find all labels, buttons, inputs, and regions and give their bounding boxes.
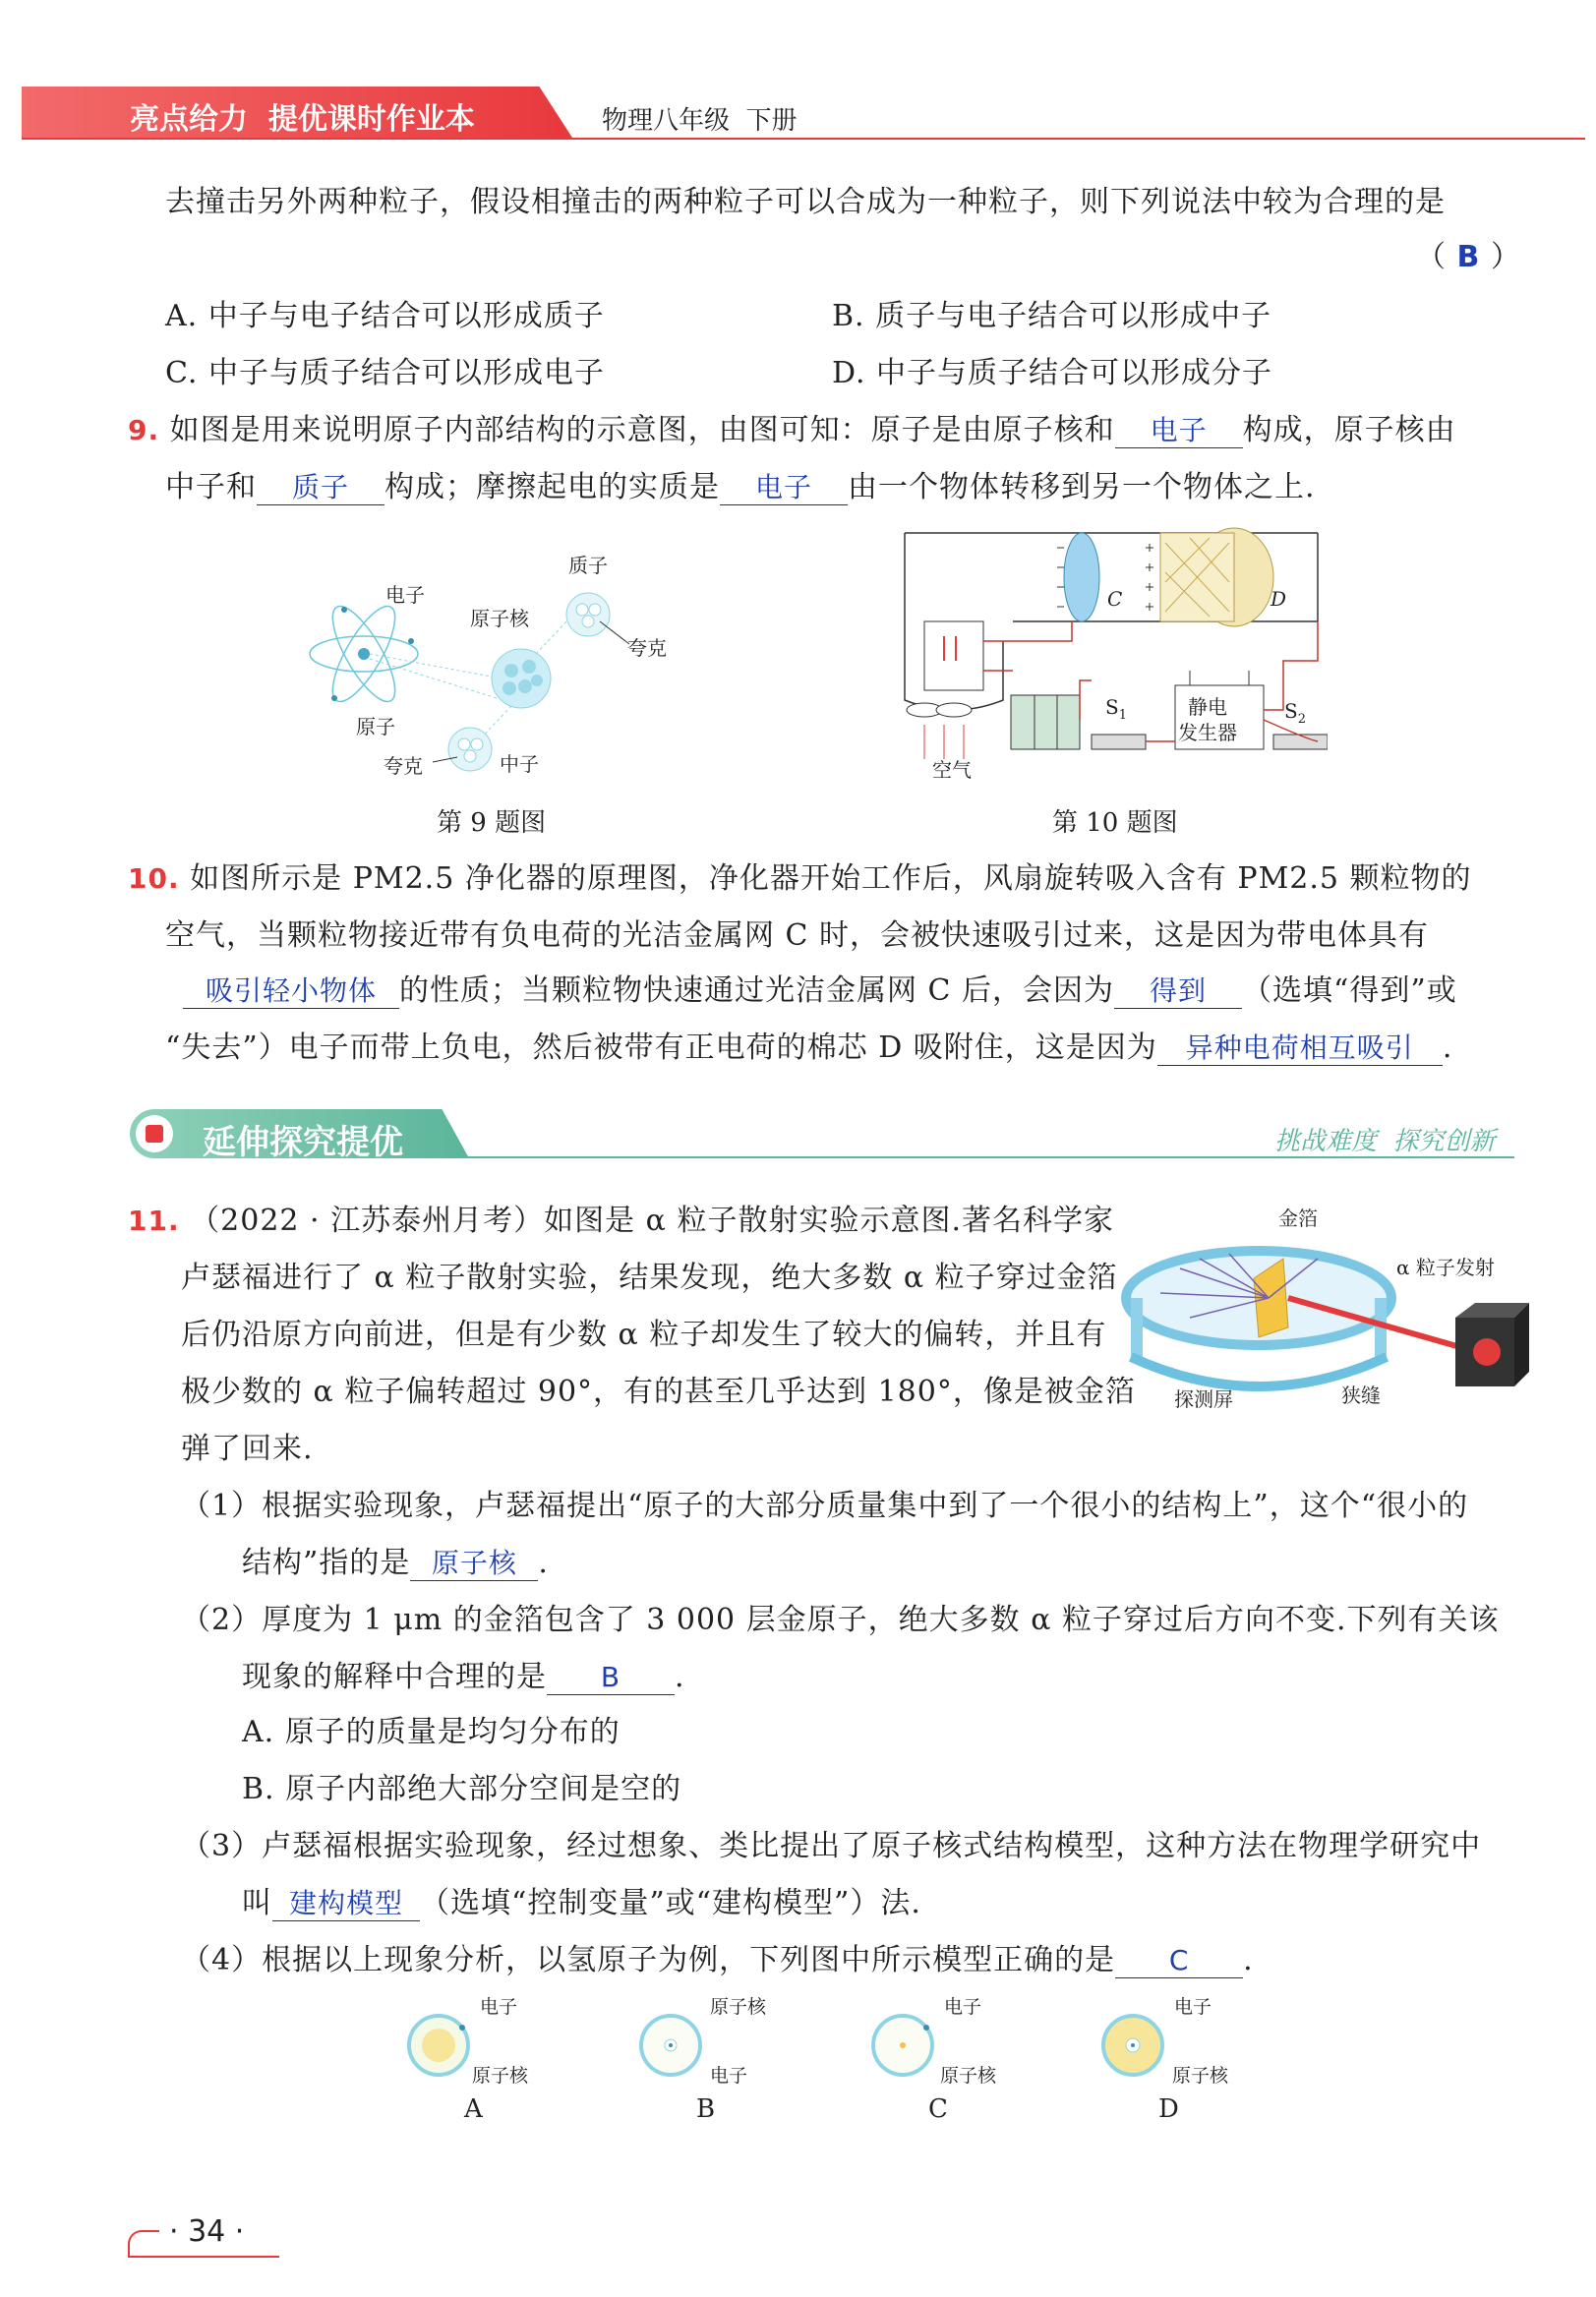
- model-c-bottom: 原子核: [940, 2065, 997, 2087]
- model-c-diagram: [867, 2006, 946, 2085]
- model-b-diagram: [635, 2006, 714, 2085]
- q10-line2: 空气，当颗粒物接近带有负电荷的光洁金属网 C 时，会被快速吸引过来，这是因为带电体具有: [165, 918, 1430, 953]
- model-b-bottom: 电子: [710, 2065, 748, 2087]
- q10-line4: [165, 1029, 1452, 1068]
- fig11-label-screen: 探测屏: [1174, 1387, 1233, 1411]
- q10-number: 10.: [128, 862, 180, 895]
- fig11-label-slit: 狭缝: [1341, 1384, 1381, 1407]
- q11-p4-answer: C: [1115, 1944, 1243, 1978]
- q11-text1: （2022 · 江苏泰州月考）如图是 α 粒子散射实验示意图.著名科学家: [190, 1204, 1114, 1238]
- q10-text1: 如图所示是 PM2.5 净化器的原理图，净化器开始工作后，风扇旋转吸入含有 PM2.5 颗粒物的: [190, 861, 1472, 896]
- model-d-top: 电子: [1174, 1996, 1212, 2018]
- q8-stem-tail: 去撞击另外两种粒子，假设相撞击的两种粒子可以合成为一种粒子，则下列说法中较为合理的是: [165, 185, 1446, 219]
- q11-p2-period: .: [675, 1660, 685, 1694]
- q11-p4-text: （4）根据以上现象分析，以氢原子为例，下列图中所示模型正确的是: [181, 1943, 1116, 1977]
- model-b-letter: B: [696, 2094, 716, 2124]
- q9-text4: 构成；摩擦起电的实质是: [384, 470, 720, 504]
- q11-line2: 卢瑟福进行了 α 粒子散射实验，结果发现，绝大多数 α 粒子穿过金箔: [181, 1261, 1118, 1295]
- q11-p3-answer: 建构模型: [272, 1887, 420, 1921]
- q9-text3: 中子和: [165, 470, 257, 504]
- q11-line3: 后仍沿原方向前进，但是有少数 α 粒子却发生了较大的偏转，并且有: [181, 1318, 1107, 1352]
- model-a-top: 电子: [480, 1996, 518, 2018]
- model-a-bottom: 原子核: [472, 2065, 529, 2087]
- q9-answer1: 电子: [1115, 414, 1243, 448]
- header-brand: 亮点给力 提优课时作业本: [130, 102, 475, 137]
- model-a: [403, 1996, 580, 2134]
- q10-line1: [128, 859, 1472, 899]
- fig9-label-atom: 原子: [356, 715, 395, 738]
- q8-option-b: B. 质子与电子结合可以形成中子: [832, 299, 1272, 333]
- model-b-top: 原子核: [710, 1996, 767, 2018]
- q8-option-c: C. 中子与质子结合可以形成电子: [165, 356, 605, 390]
- fig11-label-source: α 粒子发射: [1396, 1256, 1495, 1279]
- model-c: [867, 1996, 1044, 2134]
- q11-p2-line1: （2）厚度为 1 μm 的金箔包含了 3 000 层金原子，绝大多数 α 粒子穿过后方向不变.下列有关该: [181, 1603, 1500, 1637]
- q11-p1-period: .: [538, 1546, 549, 1580]
- q11-line5: 弹了回来.: [181, 1432, 314, 1466]
- alpha-scattering-figure: [1121, 1219, 1534, 1416]
- q10-text3b: （选填“得到”或: [1242, 973, 1457, 1008]
- fig10-s2-sub: 2: [1297, 712, 1306, 727]
- fig9-label-nucleus: 原子核: [470, 607, 529, 630]
- q10-answer2: 得到: [1114, 974, 1242, 1009]
- fig9-label-quark1: 夸克: [627, 636, 667, 660]
- q11-p1-line1: （1）根据实验现象，卢瑟福提出“原子的大部分质量集中到了一个很小的结构上”，这个“很小的: [181, 1489, 1469, 1523]
- atom-structure-figure: [305, 551, 698, 787]
- fig9-caption: 第 9 题图: [437, 808, 547, 838]
- q10-line3: [183, 972, 1457, 1011]
- fig9-label-electron: 电子: [385, 583, 425, 607]
- q8-answer: B: [1456, 240, 1481, 274]
- footer-curl: [128, 2230, 159, 2258]
- q11-p3-line1: （3）卢瑟福根据实验现象，经过想象、类比提出了原子核式结构模型，这种方法在物理学研究中: [181, 1829, 1482, 1863]
- fig10-label-d: D: [1271, 587, 1287, 611]
- model-d: [1097, 1996, 1274, 2134]
- q11-p2-option-a: A. 原子的质量是均匀分布的: [242, 1715, 621, 1749]
- section-right-text: 挑战难度 探究创新: [1274, 1127, 1496, 1156]
- section-icon: [136, 1115, 173, 1152]
- fig10-s2-letter: S: [1284, 699, 1298, 723]
- model-b: [635, 1996, 812, 2134]
- q8-answer-bracket: （ B ）: [1416, 240, 1521, 274]
- q10-answer1: 吸引轻小物体: [183, 974, 399, 1009]
- fig10-s1-sub: 1: [1118, 708, 1127, 723]
- fig10-label-generator2: 发生器: [1178, 721, 1237, 744]
- fig11-label-foil: 金箔: [1278, 1207, 1318, 1230]
- model-d-letter: D: [1158, 2094, 1179, 2124]
- q11-p3-line2: [242, 1884, 921, 1923]
- fig10-label-s1: [1105, 696, 1127, 727]
- fig10-label-generator1: 静电: [1188, 695, 1227, 719]
- fig9-label-quark2: 夸克: [384, 754, 423, 778]
- q11-p1-answer: 原子核: [410, 1547, 538, 1581]
- q8-option-a: A. 中子与电子结合可以形成质子: [165, 299, 605, 333]
- header-subject: 物理八年级 下册: [602, 106, 798, 136]
- fig10-s1-letter: S: [1105, 695, 1119, 719]
- fig10-label-c: C: [1107, 587, 1123, 611]
- page-number: · 34 ·: [169, 2214, 245, 2249]
- q10-text4b: .: [1442, 1031, 1453, 1065]
- q10-text4a: “失去”）电子而带上负电，然后被带有正电荷的棉芯 D 吸附住，这是因为: [165, 1031, 1157, 1065]
- q11-p1-line2: [242, 1544, 549, 1583]
- q10-answer3: 异种电荷相互吸引: [1157, 1031, 1443, 1066]
- q11-line4: 极少数的 α 粒子偏转超过 90°，有的甚至几乎达到 180°，像是被金箔: [181, 1375, 1136, 1409]
- q9-text2: 构成，原子核由: [1242, 413, 1456, 447]
- model-a-letter: A: [464, 2094, 483, 2124]
- q11-p3-tail: （选填“控制变量”或“建构模型”）法.: [420, 1886, 921, 1920]
- model-a-diagram: [403, 2006, 482, 2085]
- q11-p2-answer: B: [547, 1661, 675, 1695]
- model-c-top: 电子: [944, 1996, 982, 2018]
- model-d-bottom: 原子核: [1172, 2065, 1229, 2087]
- q9-line1: [128, 411, 1456, 450]
- fig10-label-air: 空气: [932, 758, 972, 782]
- q9-number: 9.: [128, 414, 160, 446]
- q11-p1-text: 结构”指的是: [242, 1546, 411, 1580]
- q11-p3-text: 叫: [242, 1886, 272, 1920]
- fig10-caption: 第 10 题图: [1052, 808, 1178, 838]
- q9-line2: [165, 468, 1316, 507]
- model-c-letter: C: [928, 2094, 948, 2124]
- section-title: 延伸探究提优: [203, 1123, 403, 1162]
- fig9-label-neutron: 中子: [500, 752, 539, 776]
- model-d-diagram: [1097, 2006, 1176, 2085]
- q11-p4-line1: [181, 1941, 1254, 1980]
- q11-p2-option-b: B. 原子内部绝大部分空间是空的: [242, 1772, 682, 1806]
- q9-text1: 如图是用来说明原子内部结构的示意图，由图可知：原子是由原子核和: [169, 413, 1115, 447]
- q11-line1: [128, 1202, 1114, 1241]
- q9-answer2: 质子: [257, 471, 384, 505]
- fig10-label-s2: [1284, 700, 1306, 731]
- q11-number: 11.: [128, 1205, 180, 1237]
- q8-option-d: D. 中子与质子结合可以形成分子: [832, 356, 1273, 390]
- q9-answer3: 电子: [720, 471, 848, 505]
- header-rule: [22, 138, 1585, 140]
- purifier-figure: [895, 523, 1328, 789]
- q11-p2-line2: [242, 1658, 685, 1697]
- q11-p2-text: 现象的解释中合理的是: [242, 1660, 547, 1694]
- q9-text5: 由一个物体转移到另一个物体之上.: [848, 470, 1316, 504]
- fig9-label-proton: 质子: [568, 554, 608, 577]
- q11-p4-period: .: [1243, 1943, 1254, 1977]
- q10-text3a: 的性质；当颗粒物快速通过光洁金属网 C 后，会因为: [399, 973, 1115, 1008]
